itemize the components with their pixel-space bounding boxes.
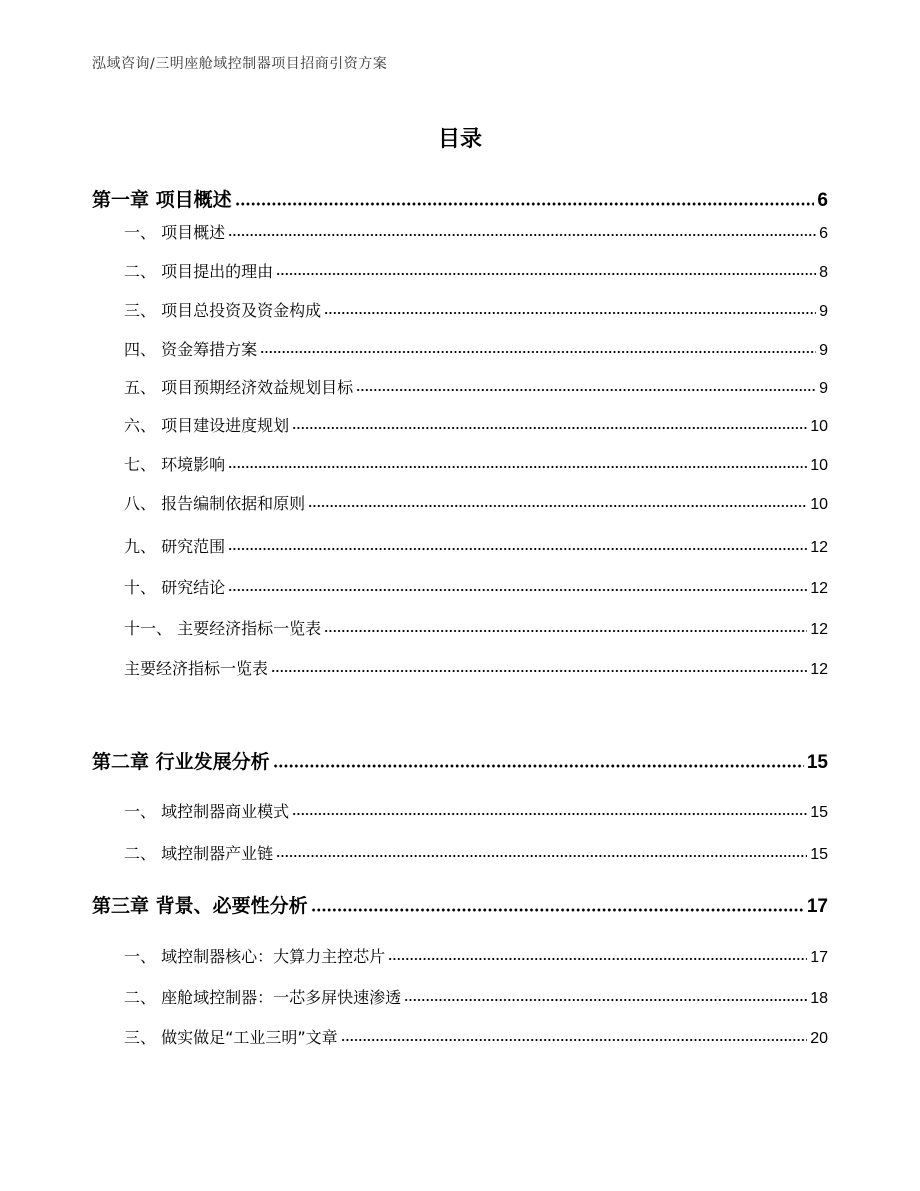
toc-page: 6 xyxy=(817,190,828,211)
toc-page: 12 xyxy=(810,661,828,678)
dot-leader xyxy=(271,668,807,674)
toc-page: 10 xyxy=(810,418,828,435)
toc-label: 第三章 背景、必要性分析 xyxy=(92,895,308,917)
dot-leader xyxy=(292,811,807,817)
dot-leader xyxy=(276,853,807,859)
dot-leader xyxy=(404,997,807,1003)
toc-label: 十一、 主要经济指标一览表 xyxy=(124,619,322,638)
toc-page: 15 xyxy=(806,752,828,773)
toc-page: 17 xyxy=(806,896,828,917)
toc-page: 10 xyxy=(810,496,828,513)
dot-leader xyxy=(324,628,807,634)
dot-leader xyxy=(276,271,816,277)
toc-entry[interactable] xyxy=(124,413,828,435)
dot-leader xyxy=(235,201,815,207)
toc-label: 一、 项目概述 xyxy=(124,223,226,242)
dot-leader xyxy=(311,907,804,913)
toc-page: 12 xyxy=(810,539,828,556)
toc-entry[interactable] xyxy=(124,298,828,320)
dot-leader xyxy=(308,503,807,509)
toc-label: 四、 资金筹措方案 xyxy=(124,340,258,359)
toc-page: 6 xyxy=(819,225,828,242)
dot-leader xyxy=(324,310,816,316)
toc-page: 12 xyxy=(810,621,828,638)
toc-label: 九、 研究范围 xyxy=(124,537,226,556)
toc-page: 17 xyxy=(810,949,828,966)
toc-entry[interactable] xyxy=(124,656,828,678)
toc-page: 20 xyxy=(810,1030,828,1047)
dot-leader xyxy=(228,232,816,238)
dot-leader xyxy=(388,956,807,962)
toc-label: 七、 环境影响 xyxy=(124,455,226,474)
toc-label: 一、 域控制器商业模式 xyxy=(124,802,290,821)
toc-entry[interactable] xyxy=(124,575,828,597)
dot-leader xyxy=(228,464,807,470)
toc-entry[interactable] xyxy=(124,841,828,863)
toc-page: 9 xyxy=(819,380,828,397)
toc-chapter[interactable] xyxy=(92,747,828,773)
dot-leader xyxy=(228,546,807,552)
toc-chapter[interactable] xyxy=(92,891,828,917)
toc-chapter[interactable] xyxy=(92,185,828,211)
toc-entry[interactable] xyxy=(124,799,828,821)
toc-page: 9 xyxy=(819,342,828,359)
toc-label: 二、 项目提出的理由 xyxy=(124,262,274,281)
toc-label: 三、 做实做足“工业三明”文章 xyxy=(124,1028,338,1047)
dot-leader xyxy=(228,587,807,593)
toc-entry[interactable] xyxy=(124,452,828,474)
toc-page: 18 xyxy=(810,990,828,1007)
dot-leader xyxy=(292,425,807,431)
toc-page: 8 xyxy=(819,264,828,281)
toc-label: 第一章 项目概述 xyxy=(92,189,232,211)
toc-label: 主要经济指标一览表 xyxy=(124,659,269,678)
toc-entry[interactable] xyxy=(124,985,828,1007)
toc-label: 二、 座舱域控制器：一芯多屏快速渗透 xyxy=(124,988,402,1007)
toc-page: 12 xyxy=(810,580,828,597)
dot-leader xyxy=(273,763,804,769)
toc-label: 第二章 行业发展分析 xyxy=(92,751,270,773)
toc-page: 15 xyxy=(810,804,828,821)
toc-entry[interactable] xyxy=(124,944,828,966)
toc-entry[interactable] xyxy=(124,375,828,397)
toc-page: 9 xyxy=(819,303,828,320)
dot-leader xyxy=(356,387,816,393)
toc-entry[interactable] xyxy=(124,337,828,359)
toc-label: 一、 域控制器核心：大算力主控芯片 xyxy=(124,947,386,966)
page-title: 目录 xyxy=(437,127,482,152)
toc-entry[interactable] xyxy=(124,220,828,242)
toc-entry[interactable] xyxy=(124,1025,828,1047)
toc-entry[interactable] xyxy=(124,491,828,513)
toc-page: 15 xyxy=(810,846,828,863)
dot-leader xyxy=(341,1037,808,1043)
toc-label: 三、 项目总投资及资金构成 xyxy=(124,301,322,320)
toc-entry[interactable] xyxy=(124,259,828,281)
running-header: 泓域咨询/三明座舱域控制器项目招商引资方案 xyxy=(92,56,388,72)
toc-entry[interactable] xyxy=(124,534,828,556)
toc-page: 10 xyxy=(810,457,828,474)
toc-label: 六、 项目建设进度规划 xyxy=(124,416,290,435)
toc-label: 二、 域控制器产业链 xyxy=(124,844,274,863)
toc-label: 五、 项目预期经济效益规划目标 xyxy=(124,378,354,397)
toc-label: 十、 研究结论 xyxy=(124,578,226,597)
toc-label: 八、 报告编制依据和原则 xyxy=(124,494,306,513)
dot-leader xyxy=(260,349,816,355)
toc-entry[interactable] xyxy=(124,616,828,638)
